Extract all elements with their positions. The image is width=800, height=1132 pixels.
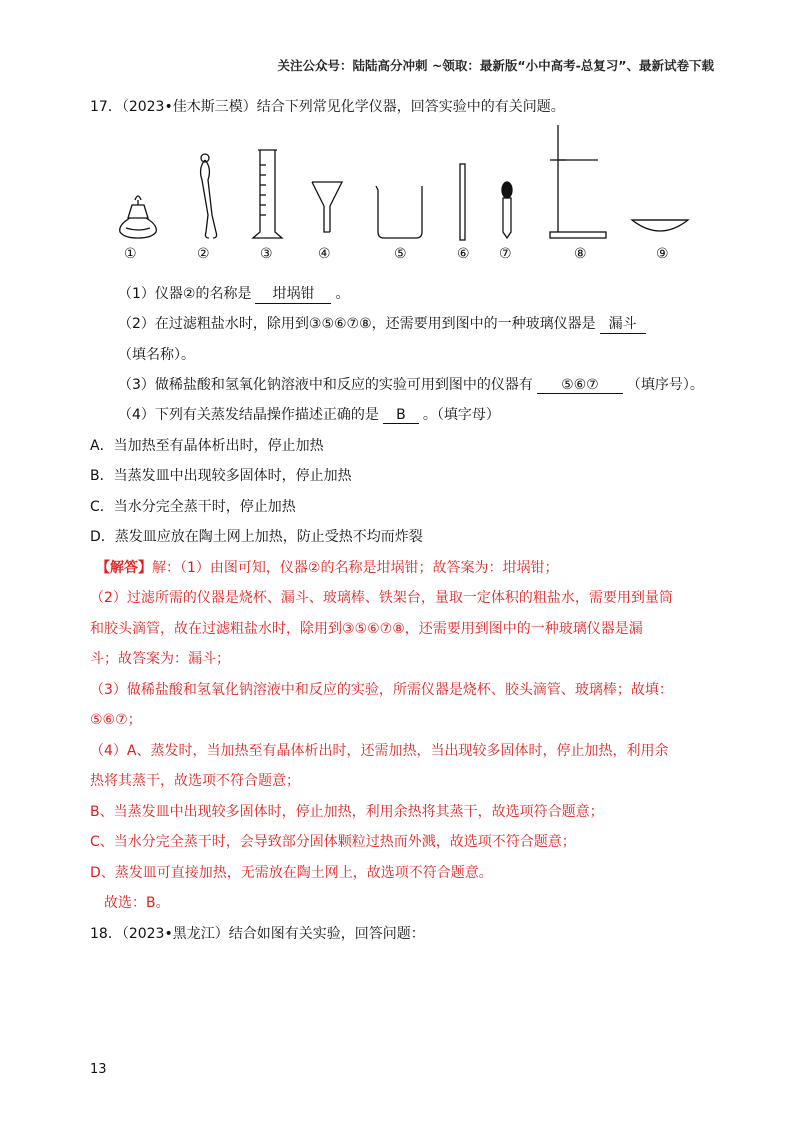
answer-line-7: （4）A、蒸发时，当加热至有晶体析出时，还需加热，当出现较多固体时，停止加热，利用余 (90, 743, 669, 759)
answer-line-11: D、蒸发皿可直接加热，无需放在陶土网上，故选项不符合题意。 (90, 865, 493, 881)
question-18-title: 18．（2023•黑龙江）结合如图有关实验，回答问题： (90, 926, 425, 942)
alcohol-lamp-icon (120, 196, 157, 238)
page-number: 13 (90, 1062, 107, 1077)
answer-line-8: 热将其蒸干，故选项不符合题意； (90, 773, 300, 789)
glass-rod-icon (460, 164, 465, 240)
answer-line-1: 【解答】解：（1）由图可知，仪器②的名称是坩埚钳；故答案为：坩埚钳； (96, 560, 559, 576)
q17-part1: （1）仪器②的名称是 坩埚钳 。 (118, 283, 349, 304)
answer-line-10: C、当水分完全蒸干时，会导致部分固体颗粒过热而外溅，故选项不符合题意； (90, 834, 576, 850)
q17-part3: （3）做稀盐酸和氢氧化钠溶液中和反应的实验可用到图中的仪器有 ⑤⑥⑦ （填序号）。 (118, 377, 704, 393)
label-9: ⑨ (656, 246, 669, 262)
option-c: C．当水分完全蒸干时，停止加热 (90, 499, 296, 515)
answer-blank-3: ⑤⑥⑦ (537, 377, 623, 394)
label-2: ② (197, 246, 210, 262)
answer-line-2: （2）过滤所需的仪器是烧杯、漏斗、玻璃棒、铁架台，量取一定体积的粗盐水，需要用到量筒 (90, 590, 673, 606)
option-d: D．蒸发皿应放在陶土网上加热，防止受热不均而炸裂 (90, 529, 423, 545)
answer-blank-1: 坩埚钳 (255, 283, 331, 304)
funnel-icon (312, 182, 342, 232)
evaporating-dish-icon (632, 220, 688, 231)
question-17-title: 17．（2023•佳木斯三模）结合下列常见化学仪器，回答实验中的有关问题。 (90, 99, 565, 115)
label-4: ④ (318, 246, 331, 262)
q17-part2-cont: （填名称）。 (118, 347, 195, 363)
option-b: B．当蒸发皿中出现较多固体时，停止加热 (90, 468, 352, 484)
answer-line-3: 和胶头滴管，故在过滤粗盐水时，除用到③⑤⑥⑦⑧，还需要用到图中的一种玻璃仪器是漏 (90, 621, 643, 637)
answer-line-5: （3）做稀盐酸和氢氧化钠溶液中和反应的实验，所需仪器是烧杯、胶头滴管、玻璃棒；故填： (90, 682, 673, 698)
label-5: ⑤ (394, 246, 407, 262)
page-header: 关注公众号：陆陆高分冲刺 ~领取：最新版“小中高考-总复习”、最新试卷下载 (277, 58, 714, 73)
answer-line-12: 故选：B。 (104, 895, 170, 911)
answer-line-9: B、当蒸发皿中出现较多固体时，停止加热，利用余热将其蒸干，故选项符合题意； (90, 804, 604, 820)
crucible-tongs-icon (201, 154, 217, 238)
option-a: A．当加热至有晶体析出时，停止加热 (90, 438, 324, 454)
answer-blank-2: 漏斗 (600, 313, 646, 334)
q17-part2: （2）在过滤粗盐水时，除用到③⑤⑥⑦⑧，还需要用到图中的一种玻璃仪器是 漏斗 (118, 313, 650, 334)
dropper-icon (502, 182, 512, 238)
answer-line-4: 斗；故答案为：漏斗； (90, 651, 230, 667)
q17-part4: （4）下列有关蒸发结晶操作描述正确的是 B 。（填字母） (118, 407, 500, 423)
label-7: ⑦ (499, 246, 512, 262)
lab-instruments-figure (110, 120, 690, 265)
graduated-cylinder-icon (253, 150, 282, 238)
beaker-icon (376, 186, 422, 238)
label-8: ⑧ (574, 246, 587, 262)
label-1: ① (124, 246, 137, 262)
label-6: ⑥ (457, 246, 470, 262)
iron-stand-icon (550, 125, 606, 238)
answer-blank-4: B (383, 407, 419, 424)
answer-line-6: ⑤⑥⑦； (90, 712, 142, 728)
label-3: ③ (260, 246, 273, 262)
